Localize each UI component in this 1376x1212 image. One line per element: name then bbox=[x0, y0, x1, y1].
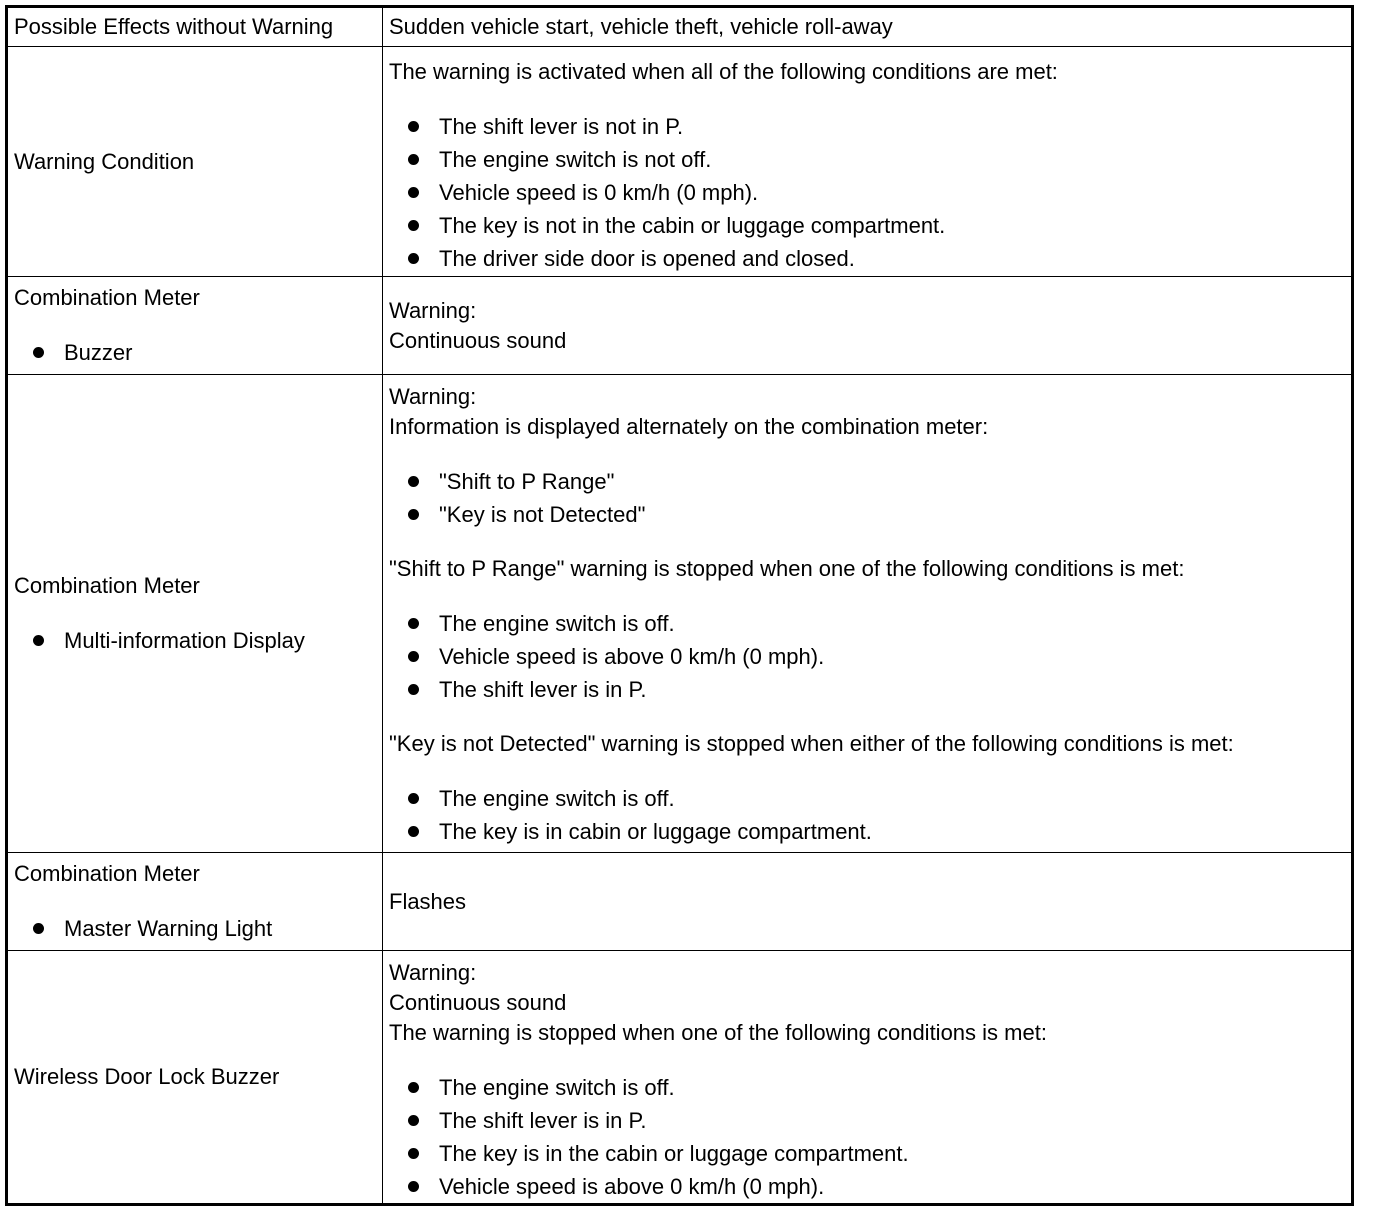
bullet-list bbox=[389, 465, 1345, 531]
list-item: The engine switch is off. bbox=[389, 607, 1345, 640]
list-item: Multi-information Display bbox=[14, 624, 376, 657]
paragraph: "Shift to P Range" warning is stopped when one of the following conditions is met: bbox=[389, 556, 1185, 581]
bullet-list bbox=[389, 607, 1345, 706]
list-item: The shift lever is in P. bbox=[389, 673, 1345, 706]
label-text: Combination Meter bbox=[14, 284, 200, 310]
row-content: Sudden vehicle start, vehicle theft, vehicle roll-away bbox=[383, 7, 1353, 47]
row-content bbox=[383, 951, 1353, 1205]
warning-table bbox=[5, 5, 1354, 1206]
list-item: The engine switch is not off. bbox=[389, 143, 1345, 176]
list-item: The key is in cabin or luggage compartment. bbox=[389, 815, 1345, 848]
table-row bbox=[7, 951, 1353, 1205]
row-content bbox=[383, 277, 1353, 375]
table-row bbox=[7, 7, 1353, 47]
label-text: Combination Meter bbox=[14, 860, 200, 886]
list-item: The key is in the cabin or luggage compartment. bbox=[389, 1137, 1345, 1170]
paragraph: Continuous sound bbox=[389, 327, 567, 353]
list-item: "Key is not Detected" bbox=[389, 498, 1345, 531]
row-label bbox=[7, 375, 383, 853]
list-item: Vehicle speed is above 0 km/h (0 mph). bbox=[389, 640, 1345, 673]
paragraph: Continuous sound bbox=[389, 990, 567, 1015]
row-label bbox=[7, 277, 383, 375]
list-item: The driver side door is opened and closed. bbox=[389, 242, 1345, 275]
bullet-list bbox=[389, 782, 1345, 848]
table-row bbox=[7, 47, 1353, 277]
paragraph: The warning is stopped when one of the following conditions is met: bbox=[389, 1020, 1047, 1045]
list-item: The engine switch is off. bbox=[389, 782, 1345, 815]
row-label bbox=[7, 853, 383, 951]
bullet-list bbox=[389, 110, 1345, 275]
list-item: The key is not in the cabin or luggage compartment. bbox=[389, 209, 1345, 242]
list-item: The shift lever is in P. bbox=[389, 1104, 1345, 1137]
paragraph: Information is displayed alternately on the combination meter: bbox=[389, 414, 989, 439]
row-label: Possible Effects without Warning bbox=[7, 7, 383, 47]
paragraph: Warning: bbox=[389, 960, 477, 985]
list-item: "Shift to P Range" bbox=[389, 465, 1345, 498]
paragraph: Warning: bbox=[389, 384, 477, 409]
list-item: Buzzer bbox=[14, 336, 376, 369]
paragraph: Warning: bbox=[389, 297, 477, 323]
row-label: Wireless Door Lock Buzzer bbox=[7, 951, 383, 1205]
row-content bbox=[383, 47, 1353, 277]
bullet-list bbox=[14, 336, 376, 369]
paragraph: "Key is not Detected" warning is stopped when either of the following conditions is met: bbox=[389, 731, 1234, 756]
row-content: Flashes bbox=[383, 853, 1353, 951]
paragraph: The warning is activated when all of the following conditions are met: bbox=[389, 59, 1058, 84]
list-item: The shift lever is not in P. bbox=[389, 110, 1345, 143]
row-label: Warning Condition bbox=[7, 47, 383, 277]
bullet-list bbox=[14, 624, 376, 657]
row-content bbox=[383, 375, 1353, 853]
label-text: Combination Meter bbox=[14, 572, 200, 598]
list-item: Master Warning Light bbox=[14, 912, 376, 945]
bullet-list bbox=[14, 912, 376, 945]
table-row bbox=[7, 853, 1353, 951]
list-item: Vehicle speed is 0 km/h (0 mph). bbox=[389, 176, 1345, 209]
table-row bbox=[7, 277, 1353, 375]
bullet-list bbox=[389, 1071, 1345, 1203]
list-item: The engine switch is off. bbox=[389, 1071, 1345, 1104]
table-row bbox=[7, 375, 1353, 853]
list-item: Vehicle speed is above 0 km/h (0 mph). bbox=[389, 1170, 1345, 1203]
